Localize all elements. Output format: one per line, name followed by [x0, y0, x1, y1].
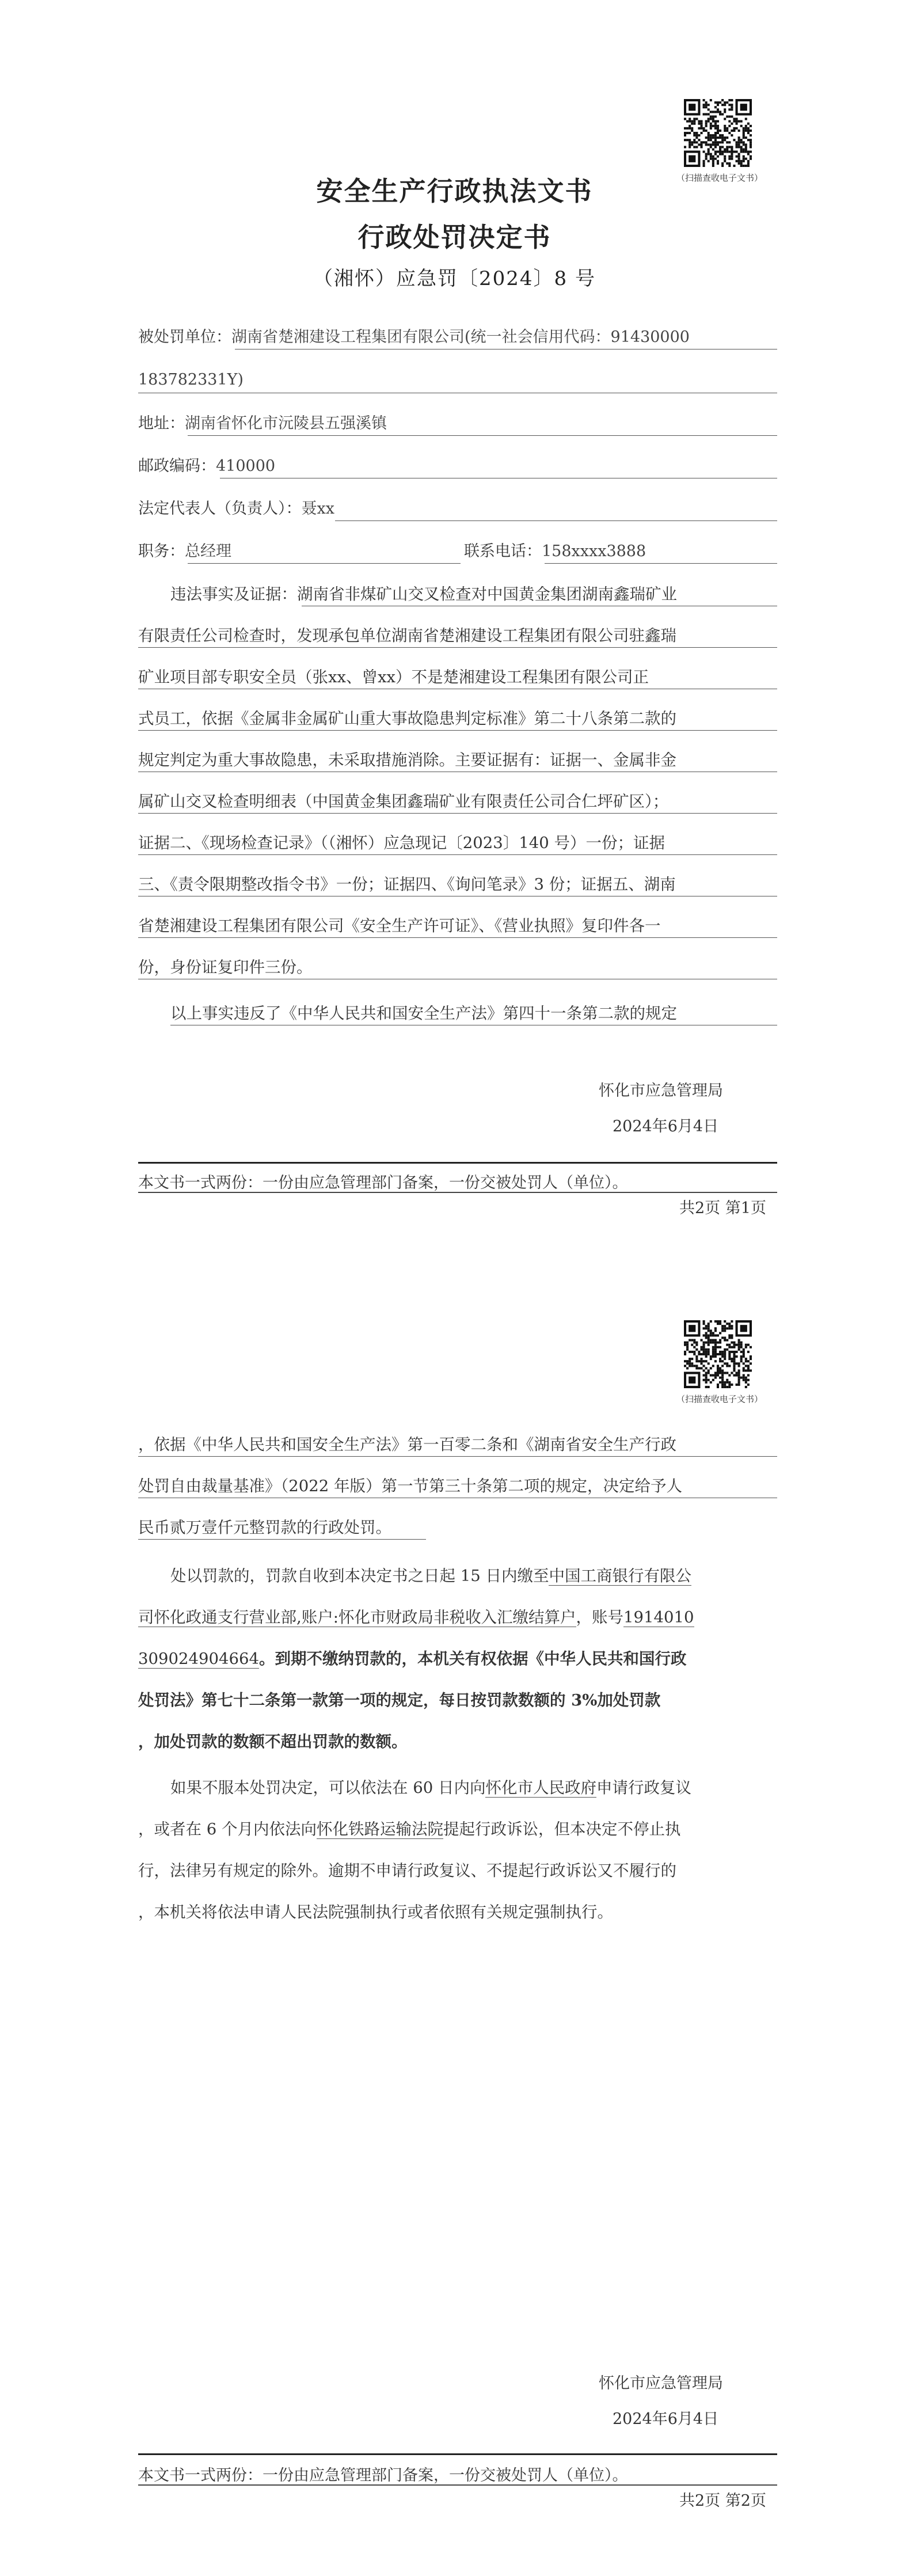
footer-rule-bottom [138, 1192, 777, 1193]
facts-line: 份，身份证复印件三份。 [138, 958, 313, 977]
court-name: 怀化铁路运输法院 [316, 1820, 443, 1838]
qr-code-icon[interactable] [684, 99, 752, 167]
facts-line: 有限责任公司检查时，发现承包单位湖南省楚湘建设工程集团有限公司驻鑫瑞 [138, 626, 676, 645]
payment-line [138, 1647, 777, 1670]
facts-line: 矿业项目部专职安全员（张xx、曾xx）不是楚湘建设工程集团有限公司正 [138, 668, 649, 686]
appeal-text: ，或者在 6 个月内依法向 [138, 1820, 317, 1838]
address-value: 湖南省怀化市沅陵县五强溪镇 [185, 415, 387, 432]
issuing-authority: 怀化市应急管理局 [599, 2374, 723, 2392]
footer-rule-top [138, 1162, 777, 1164]
legal-rep-field [138, 497, 771, 520]
issuing-authority: 怀化市应急管理局 [599, 1082, 723, 1100]
document-type-title: 行政处罚决定书 [357, 222, 552, 253]
postcode-label: 邮政编码： [138, 457, 216, 475]
facts-line: 三、《责令限期整改指令书》一份；证据四、《询问笔录》3 份；证据五、湖南 [138, 875, 676, 894]
facts-line: 属矿山交叉检查明细表（中国黄金集团鑫瑞矿业有限责任公司合仁坪矿区）； [138, 792, 669, 811]
postcode-value: 410000 [216, 457, 276, 475]
address-label: 地址： [138, 415, 185, 432]
basis-line: 处罚自由裁量基准》（2022 年版）第一节第三十条第二项的规定，决定给予人 [138, 1477, 682, 1495]
legal-rep-label: 法定代表人（负责人）： [138, 500, 302, 518]
penalty-text: 。到期不缴纳罚款的，本机关有权依据《中华人民共和国行政 [258, 1650, 687, 1668]
facts-line: 规定判定为重大事故隐患，未采取措施消除。主要证据有：证据一、金属非金 [138, 751, 676, 769]
appeal-text: 提起行政诉讼，但本决定不停止执 [443, 1820, 681, 1838]
document-category-title: 安全生产行政执法文书 [316, 176, 593, 207]
page-indicator: 共2页 第1页 [679, 1199, 766, 1217]
facts-line: 证据二、《现场检查记录》（（湘怀）应急现记〔2023〕140 号）一份；证据 [138, 834, 665, 852]
phone-label: 联系电话： [464, 542, 542, 560]
footer-note: 本文书一式两份：一份由应急管理部门备案，一份交被处罚人（单位）。 [138, 2467, 628, 2484]
position-value: 总经理 [185, 542, 231, 560]
appeal-line [170, 1776, 809, 1799]
document-number: （湘怀）应急罚〔2024〕8 号 [313, 267, 596, 290]
appeal-line: ，本机关将依法申请人民法院强制执行或者依照有关规定强制执行。 [138, 1903, 613, 1921]
review-authority: 怀化市人民政府 [485, 1779, 596, 1797]
issue-date: 2024年6月4日 [613, 1118, 719, 1135]
facts-line: 违法事实及证据：湖南省非煤矿山交叉检查对中国黄金集团湖南鑫瑞矿业 [170, 585, 677, 603]
account-name: 司怀化政通支行营业部,账户:怀化市财政局非税收入汇缴结算户 [138, 1608, 576, 1627]
party-credit-code-cont: 183782331Y) [138, 371, 244, 389]
violation-line: 以上事实违反了《中华人民共和国安全生产法》第四十一条第二款的规定 [170, 1004, 677, 1023]
position-label: 职务： [138, 542, 185, 560]
payment-line [138, 1606, 777, 1629]
facts-line: 省楚湘建设工程集团有限公司《安全生产许可证》、《营业执照》复印件各一 [138, 917, 661, 935]
footer-note: 本文书一式两份：一份由应急管理部门备案，一份交被处罚人（单位）。 [138, 1174, 628, 1192]
legal-rep-value: 聂xx [301, 500, 334, 518]
penalty-line: ，加处罚款的数额不超出罚款的数额。 [138, 1732, 408, 1751]
appeal-line: 行，法律另有规定的除外。逾期不申请行政复议、不提起行政诉讼又不履行的 [138, 1861, 676, 1880]
party-label: 被处罚单位： [138, 328, 231, 346]
basis-line: 民币贰万壹仟元整罚款的行政处罚。 [138, 1518, 391, 1537]
document-page-2 [0, 1288, 909, 2576]
appeal-text: 如果不服本处罚决定，可以依法在 60 日内向 [170, 1779, 486, 1797]
qr-code-icon[interactable] [684, 1320, 752, 1388]
phone-value: 158xxxx3888 [542, 542, 646, 560]
account-number-cont: 309024904664 [138, 1650, 259, 1668]
postcode-field [138, 455, 771, 478]
party-value: 湖南省楚湘建设工程集团有限公司(统一社会信用代码：91430000 [231, 328, 690, 346]
payment-text: ，账号 [576, 1608, 624, 1627]
payment-text: 处以罚款的，罚款自收到本决定书之日起 15 日内缴至 [170, 1567, 549, 1585]
issue-date: 2024年6月4日 [613, 2410, 719, 2428]
page-indicator: 共2页 第2页 [679, 2492, 766, 2510]
address-field [138, 412, 771, 435]
qr-caption: （扫描查收电子文书） [676, 1394, 763, 1404]
footer-rule-bottom [138, 2484, 777, 2486]
qr-caption: （扫描查收电子文书） [676, 173, 763, 183]
party-field [138, 326, 771, 349]
bank-name: 中国工商银行有限公 [549, 1567, 691, 1585]
appeal-line [138, 1818, 777, 1841]
payment-line [170, 1564, 809, 1587]
party-field-cont [138, 368, 771, 392]
phone-field [464, 540, 775, 563]
footer-rule-top [138, 2453, 777, 2455]
basis-line: ，依据《中华人民共和国安全生产法》第一百零二条和《湖南省安全生产行政 [138, 1435, 676, 1454]
account-number: 1914010 [623, 1608, 694, 1627]
penalty-line: 处罚法》第七十二条第一款第一项的规定，每日按罚款数额的 3%加处罚款 [138, 1691, 661, 1709]
facts-line: 式员工，依据《金属非金属矿山重大事故隐患判定标准》第二十八条第二款的 [138, 709, 676, 728]
appeal-text: 申请行政复议 [596, 1779, 691, 1797]
